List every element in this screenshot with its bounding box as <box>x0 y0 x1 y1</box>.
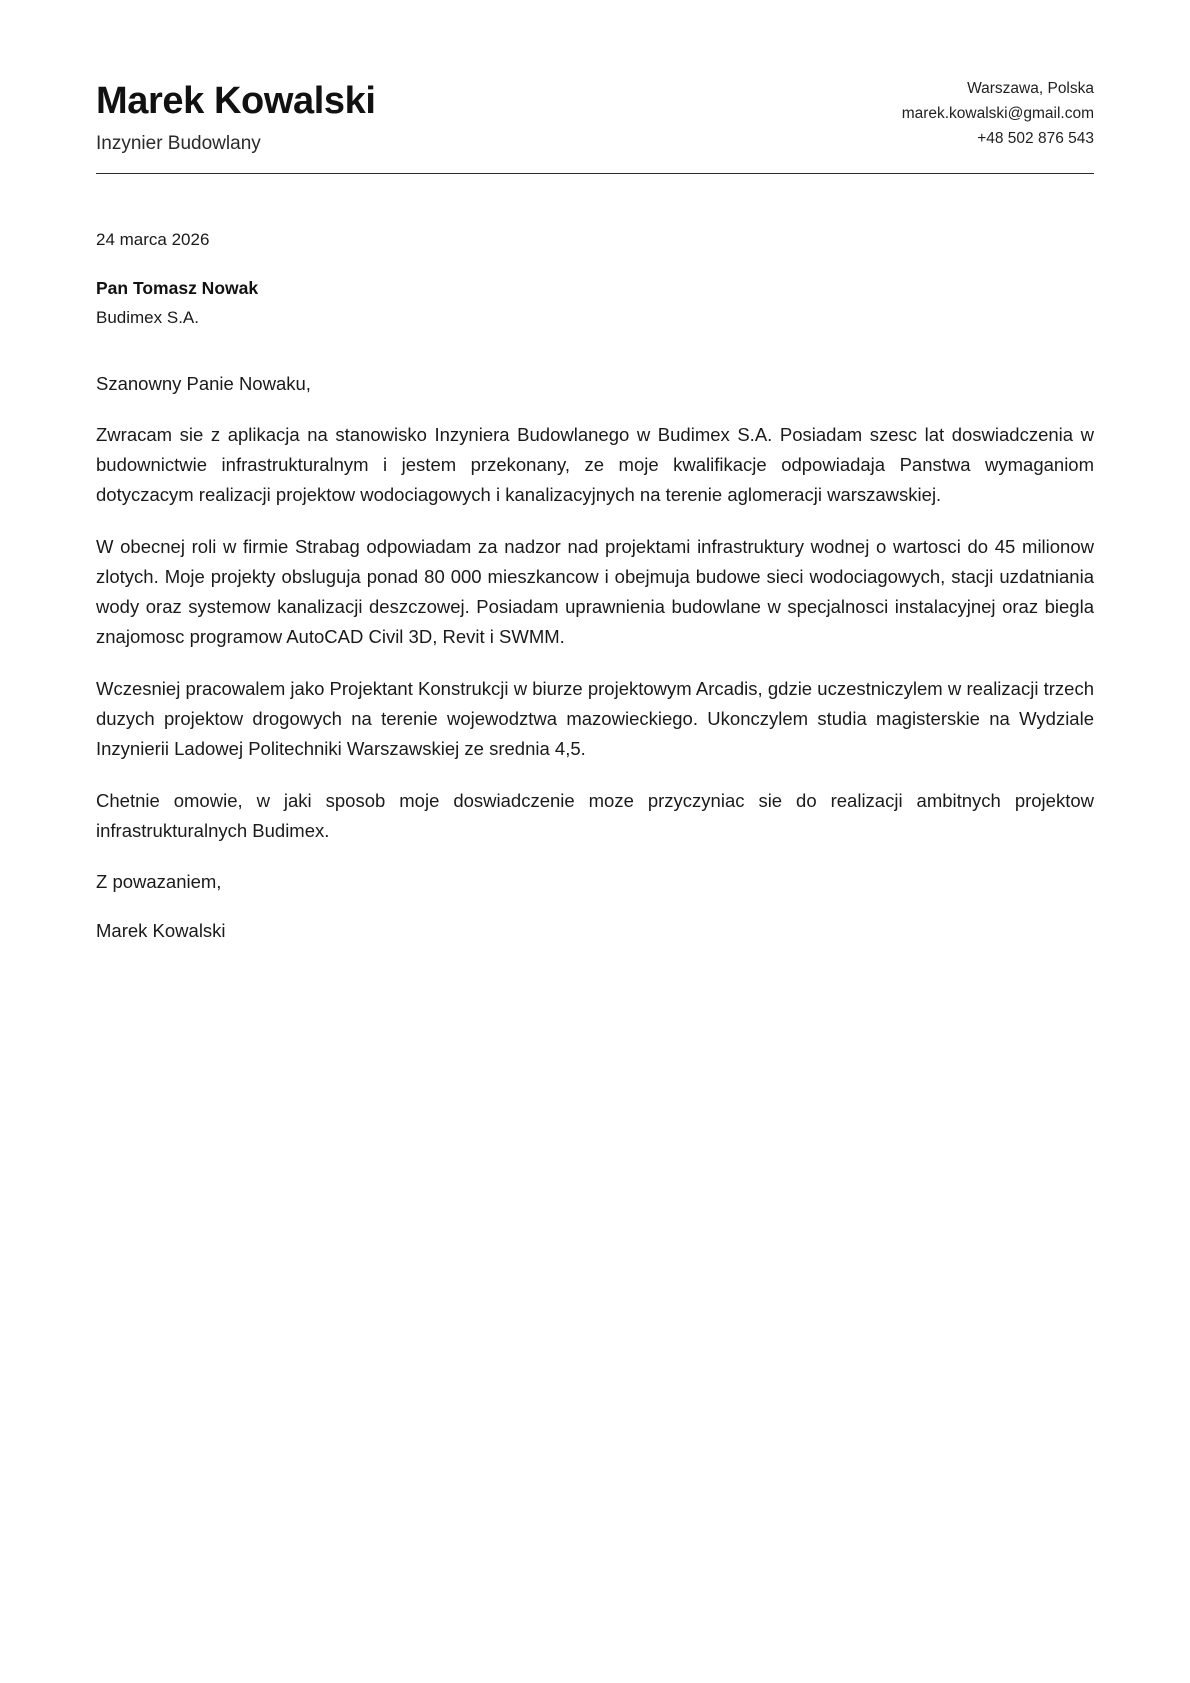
letter-paragraph-1: Zwracam sie z aplikacja na stanowisko Inzyniera Budowlanego w Budimex S.A. Posiadam szesc lat doswiadczenia w budownictwie infrastrukturalnym i jestem przekonany, ze moje kwalifikacje odpowiadaja Panstwa wymaganiom dotyczacym realizacji projektow wodociagowych i kanalizacyjnych na terenie aglomeracji warszawskiej. <box>96 424 1094 506</box>
letter-body <box>96 174 1094 945</box>
page-title: Marek Kowalski <box>96 79 376 122</box>
recipient-company: Budimex S.A. <box>96 307 199 327</box>
letter-header <box>96 76 1094 174</box>
letter-paragraph-3: Wczesniej pracowalem jako Projektant Konstrukcji w biurze projektowym Arcadis, gdzie uczestniczylem w realizacji trzech duzych projektow drogowych na terenie wojewodztwa mazowieckiego. Ukonczylem studia magisterskie na Wydziale Inzynierii Ladowej Politechniki Warszawskiej ze srednia 4,5. <box>96 677 1094 759</box>
recipient-name: Pan Tomasz Nowak <box>96 278 259 299</box>
salutation: Szanowny Panie Nowaku, <box>96 373 311 395</box>
closing-line: Z powazaniem, <box>96 870 222 892</box>
contact-block <box>902 76 1094 155</box>
contact-location: Warszawa, Polska <box>967 80 1094 97</box>
recipient-block <box>96 276 1094 330</box>
signature-name: Marek Kowalski <box>96 920 226 942</box>
contact-email[interactable]: marek.kowalski@gmail.com <box>901 105 1094 123</box>
job-title: Inzynier Budowlany <box>96 132 261 154</box>
letter-paragraph-4: Chetnie omowie, w jaki sposob moje doswiadczenie moze przyczyniac sie do realizacji ambitnych projektow infrastrukturalnych Budimex. <box>96 789 1094 841</box>
contact-phone[interactable]: +48 502 876 543 <box>977 130 1094 148</box>
letter-paragraph-2: W obecnej roli w firmie Strabag odpowiadam za nadzor nad projektami infrastruktury wodnej o wartosci do 45 milionow zlotych. Moje projekty obsluguja ponad 80 000 mieszkancow i obejmuja budowe sieci wodociagowych, stacji uzdatniania wody oraz systemow kanalizacji deszczowej. Posiadam uprawnienia budowlane w specjalnosci instalacyjnej oraz biegla znajomosc programow AutoCAD Civil 3D, Revit i SWMM. <box>96 536 1094 647</box>
identity-block <box>96 80 376 155</box>
letter-date: 24 marca 2026 <box>96 230 210 250</box>
